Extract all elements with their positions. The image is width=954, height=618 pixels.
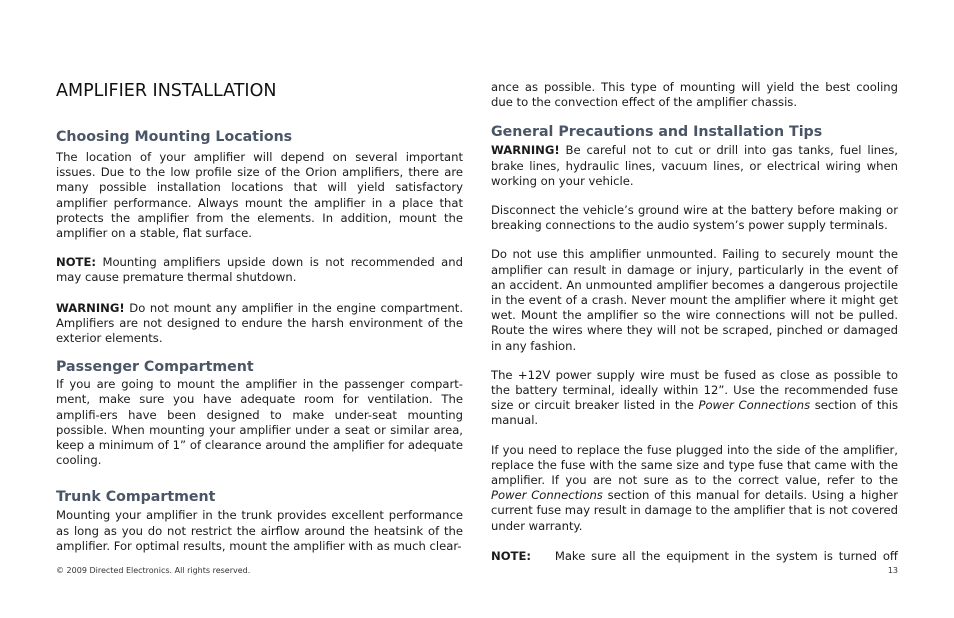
- continued-paragraph: ance as possible. This type of mounting will yield the best cooling due to the convection effect of the amplifier chassis.: [491, 80, 898, 110]
- note-word: sure: [591, 548, 617, 563]
- trunk-paragraph: Mounting your amplifier in the trunk provides excellent performance as long as you do not restrict the airflow around the heatsink of the amplifier. For optimal results, mount the amplifier with as much clear-: [56, 508, 463, 553]
- mounting-warning: [56, 301, 463, 347]
- fuse-text-a: The +12V power supply wire must be fused as close as possible to the battery terminal, ideally within 12”. Use the recommended fuse size or circuit breaker listed in the: [491, 367, 898, 413]
- replace-fuse-paragraph: [491, 443, 898, 534]
- fuse-text-b: section of this manual.: [491, 398, 898, 428]
- warning-label: WARNING!: [491, 143, 560, 158]
- note-label: NOTE:: [56, 255, 97, 270]
- mounting-paragraph: The location of your amplifier will depend on several important issues. Due to the low profile size of the Orion amplifiers, there are many possible installation locations that will yield satisfactory amplifier performance. Always mount the amplifier in a place that protects the amplifier from the elements. In addition, mount the amplifier on a stable, flat surface.: [56, 150, 463, 241]
- warning-text: Do not mount any amplifier in the engine compartment. Amplifiers are not designed to endure the harsh environment of the exterior elements.: [56, 300, 463, 346]
- note-word: system: [775, 548, 818, 563]
- note-text: Mounting amplifiers upside down is not recommended and may cause premature thermal shutdown.: [56, 255, 463, 285]
- note-word: turned: [838, 548, 878, 563]
- note-label: NOTE:: [491, 548, 532, 563]
- fuse-paragraph: [491, 368, 898, 429]
- replace-text-b: section of this manual for details. Using a higher current fuse may result in damage to the amplifier that is not covered under warranty.: [491, 488, 898, 533]
- note-word: is: [823, 548, 833, 563]
- section-heading-passenger: Passenger Compartment: [56, 359, 254, 376]
- note-word: all: [622, 548, 636, 563]
- precautions-note: [491, 549, 898, 564]
- note-word: the: [641, 548, 661, 563]
- passenger-paragraph: If you are going to mount the amplifier in the passenger compart-ment, make sure you have adequate room for ventilation. The amplifi-ers have been designed to make under-seat mounting possible. When mounting your amplifier under a seat or similar area, keep a minimum of 1” of clearance around the amplifier for adequate cooling.: [56, 377, 463, 468]
- note-word: equipment: [666, 548, 729, 563]
- warning-text: Be careful not to cut or drill into gas tanks, fuel lines, brake lines, hydraulic lines, vacuum lines, or electrical wiring when working on your vehicle.: [491, 143, 898, 188]
- section-heading-precautions: General Precautions and Installation Tips: [491, 124, 823, 141]
- note-word: Make: [554, 548, 586, 563]
- fuse-text-emphasis: Power Connections: [698, 398, 811, 413]
- note-word: in: [734, 548, 746, 563]
- unmounted-paragraph: Do not use this amplifier unmounted. Failing to securely mount the amplifier can result in damage or injury, particularly in the event of an accident. An unmounted amplifier becomes a dangerous projectile in the event of a crash. Never mount the amplifier where it might get wet. Mount the amplifier so the wire connections will not be pulled. Route the wires where they will not be scraped, pinched or damaged in any fashion.: [491, 247, 898, 353]
- replace-text-a: If you need to replace the fuse plugged into the side of the amplifier, replace the fuse with the same size and type fuse that came with the amplifier. If you are not sure as to the correct value, refer to the: [491, 442, 898, 488]
- page-title: AMPLIFIER INSTALLATION: [56, 81, 277, 101]
- section-heading-trunk: Trunk Compartment: [56, 489, 216, 506]
- right-column: [491, 80, 898, 564]
- note-word: the: [751, 548, 771, 563]
- page-number: 13: [887, 566, 898, 575]
- note-word: off: [882, 548, 898, 563]
- left-column: [56, 80, 463, 554]
- mounting-note: [56, 255, 463, 285]
- replace-text-emphasis: Power Connections: [491, 488, 603, 503]
- section-heading-mounting: Choosing Mounting Locations: [56, 129, 293, 145]
- copyright-notice: © 2009 Directed Electronics. All rights reserved.: [56, 566, 251, 575]
- precautions-warning: [491, 143, 898, 189]
- warning-label: WARNING!: [56, 300, 125, 315]
- ground-paragraph: Disconnect the vehicle’s ground wire at the battery before making or breaking connections to the audio system’s power supply terminals.: [491, 203, 898, 233]
